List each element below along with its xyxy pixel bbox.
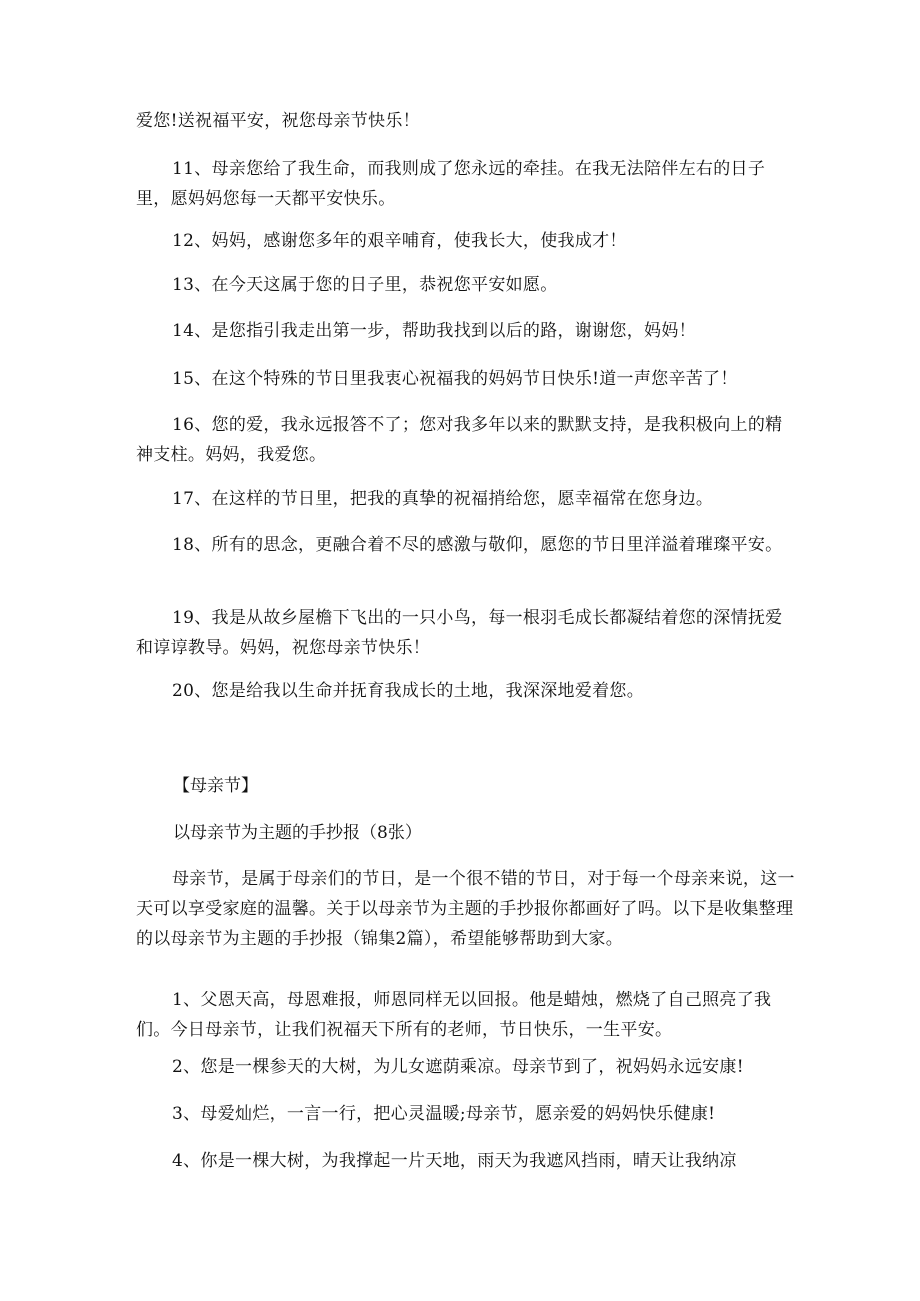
intro-paragraph: 母亲节，是属于母亲们的节日，是一个很不错的节日，对于每一个母亲来说，这一天可以享受家庭的温馨。关于以母亲节为主题的手抄报你都画好了吗。以下是收集整理的以母亲节为主题的手抄报（锦集2篇），希望能够帮助到大家。	[136, 869, 795, 949]
wish-part2-1: 1、父恩天高，母恩难报，师恩同样无以回报。他是蜡烛，燃烧了自己照亮了我们。今日母亲节，让我们祝福天下所有的老师，节日快乐，一生平安。	[136, 990, 772, 1040]
section-subtitle: 以母亲节为主题的手抄报（8张）	[173, 823, 422, 843]
wish-12: 12、妈妈，感谢您多年的艰辛哺育，使我长大，使我成才！	[172, 231, 627, 251]
wish-11: 11、母亲您给了我生命，而我则成了您永远的牵挂。在我无法陪伴左右的日子里，愿妈妈您每一天都平安快乐。	[136, 159, 766, 209]
wish-part2-3: 3、母爱灿烂，一言一行，把心灵温暖;母亲节，愿亲爱的妈妈快乐健康!	[172, 1104, 716, 1124]
wish-13: 13、在今天这属于您的日子里，恭祝您平安如愿。	[172, 275, 558, 295]
wish-15: 15、在这个特殊的节日里我衷心祝福我的妈妈节日快乐!道一声您辛苦了！	[172, 369, 738, 389]
wish-17: 17、在这样的节日里，把我的真挚的祝福捎给您，愿幸福常在您身边。	[172, 489, 714, 509]
wish-14: 14、是您指引我走出第一步，帮助我找到以后的路，谢谢您，妈妈！	[172, 321, 696, 341]
wish-20: 20、您是给我以生命并抚育我成长的土地，我深深地爱着您。	[172, 681, 645, 701]
section-heading: 【母亲节】	[173, 776, 258, 796]
opening-line: 爱您!送祝福平安，祝您母亲节快乐！	[136, 111, 420, 131]
wish-18: 18、所有的思念，更融合着不尽的感激与敬仰，愿您的节日里洋溢着璀璨平安。	[172, 535, 783, 555]
wish-part2-2: 2、您是一棵参天的大树，为儿女遮荫乘凉。母亲节到了，祝妈妈永远安康!	[172, 1057, 744, 1077]
wish-16: 16、您的爱，我永远报答不了；您对我多年以来的默默支持，是我积极向上的精神支柱。妈妈，我爱您。	[136, 415, 783, 465]
wish-19: 19、我是从故乡屋檐下飞出的一只小鸟，每一根羽毛成长都凝结着您的深情抚爱和谆谆教导。妈妈，祝您母亲节快乐！	[136, 608, 783, 658]
wish-part2-4: 4、你是一棵大树，为我撑起一片天地，雨天为我遮风挡雨，晴天让我纳凉	[172, 1151, 737, 1171]
